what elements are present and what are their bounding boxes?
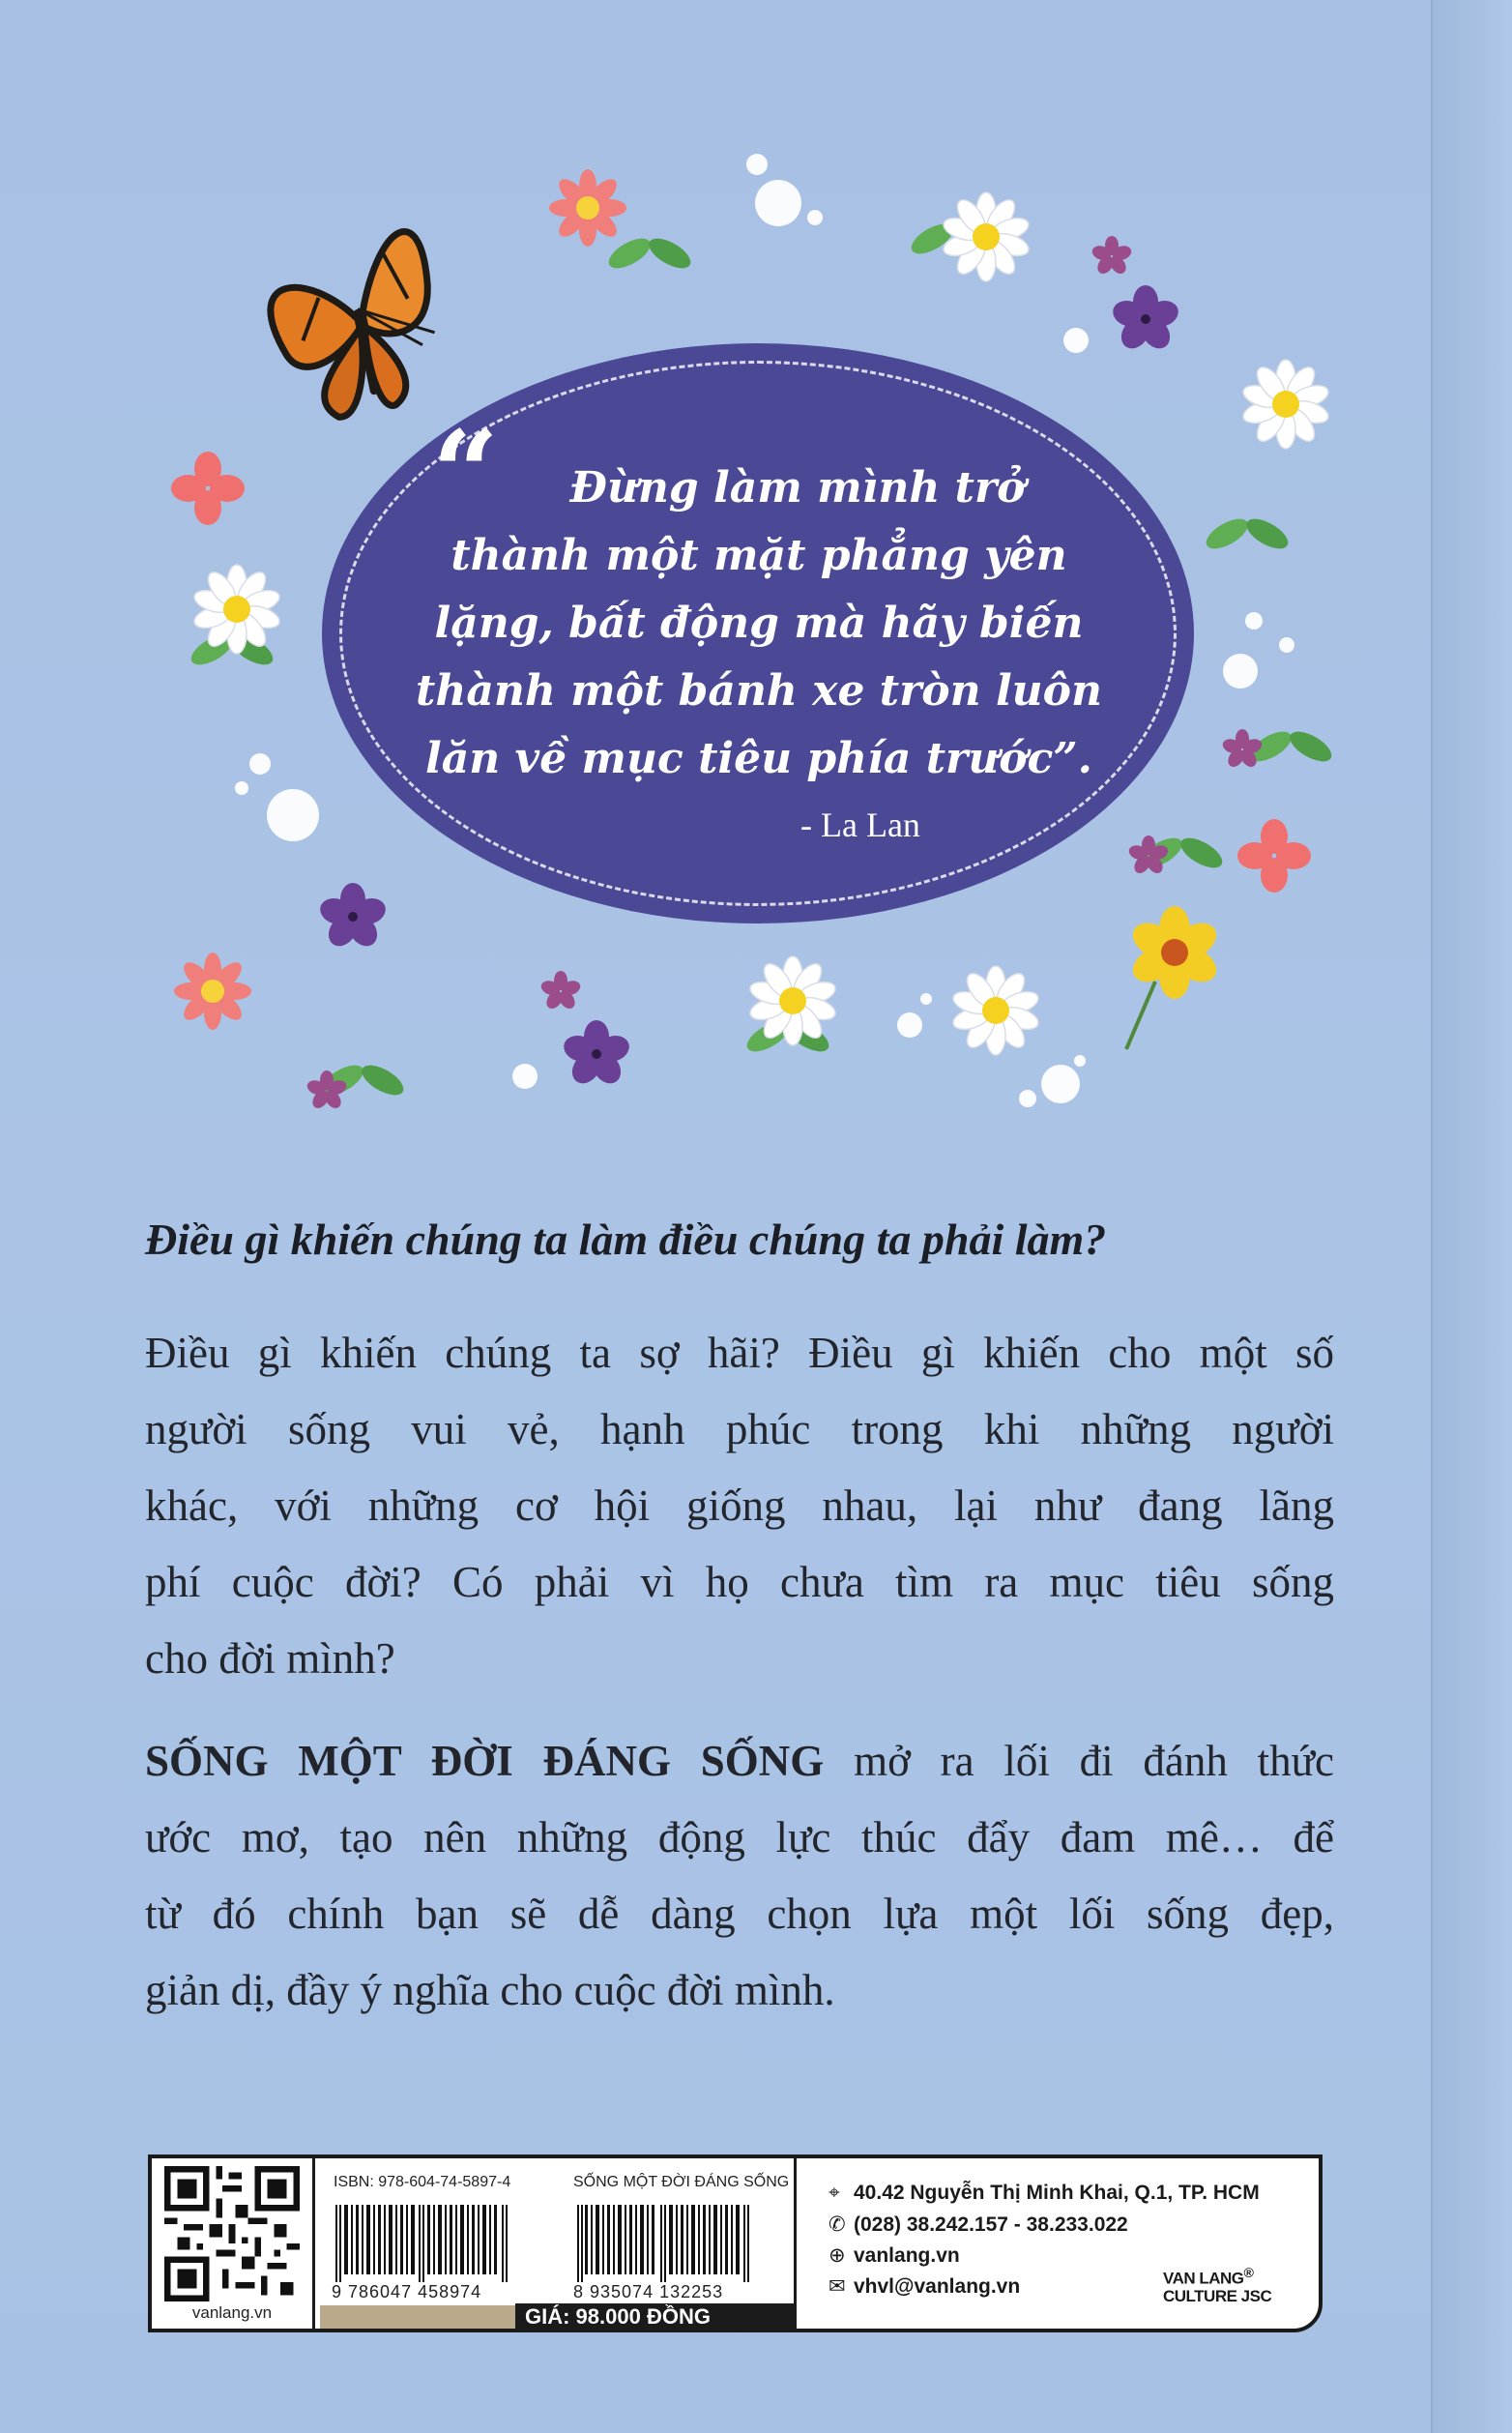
text-line: từ đó chính bạn sẽ dễ dàng chọn lựa một lối sống đẹp, (145, 1890, 1334, 1938)
location-pin-icon: ⌖ (829, 2182, 840, 2204)
quote-author: - La Lan (800, 806, 920, 844)
product-barcode (573, 2205, 776, 2282)
email-text[interactable]: vhvl@vanlang.vn (854, 2275, 1021, 2298)
text-line: ước mơ, tạo nên những động lực thúc đẩy đam mê… để (145, 1813, 1334, 1861)
registered-mark: ® (1243, 2266, 1254, 2281)
email-line[interactable] (829, 2274, 1020, 2299)
phone-text: (028) 38.242.157 - 38.233.022 (854, 2213, 1128, 2236)
isbn-barcode (332, 2205, 535, 2282)
website-text[interactable]: vanlang.vn (854, 2244, 960, 2267)
price-label: GIÁ: 98.000 ĐỒNG (515, 2303, 796, 2330)
quote-line: lặng, bất động mà hãy biến (434, 599, 1084, 648)
publisher-logo (1163, 2265, 1298, 2305)
quote-line: Đừng làm mình trở (569, 463, 1026, 513)
text-line (145, 1723, 1334, 1800)
blurb-heading: Điều gì khiến chúng ta làm điều chúng ta phải làm? (145, 1215, 1107, 1264)
phone-line (829, 2213, 1128, 2237)
quote-line: thành một mặt phẳng yên (451, 531, 1067, 580)
text-line: người sống vui vẻ, hạnh phúc trong khi những người (145, 1405, 1334, 1453)
qr-url[interactable]: vanlang.vn (191, 2303, 273, 2322)
globe-icon: ⊕ (829, 2244, 846, 2267)
product-digits: 8 935074 132253 (573, 2282, 724, 2301)
text-line: Điều gì khiến chúng ta sợ hãi? Điều gì khiến cho một số (145, 1329, 1334, 1377)
text-line: cho đời mình? (145, 1634, 395, 1683)
divider (794, 2158, 797, 2329)
text-line: khác, với những cơ hội giống nhau, lại như đang lãng (145, 1481, 1334, 1530)
quote-text (363, 454, 1155, 793)
phone-icon: ✆ (829, 2213, 846, 2236)
isbn-label: ISBN: 978-604-74-5897-4 (334, 2174, 511, 2190)
divider (312, 2158, 315, 2329)
mail-icon: ✉ (829, 2275, 846, 2298)
address-line (829, 2182, 1260, 2205)
blurb-paragraph-1 (145, 1315, 1334, 1697)
brand-line-1: VAN LANG (1163, 2269, 1244, 2288)
book-title: SỐNG MỘT ĐỜI ĐÁNG SỐNG (145, 1737, 825, 1785)
isbn-digits: 9 786047 458974 (332, 2282, 482, 2301)
text-span: mở ra lối đi đánh thức (824, 1737, 1334, 1785)
qr-code[interactable] (160, 2166, 305, 2301)
publisher-info-bar (148, 2155, 1323, 2332)
address-text: 40.42 Nguyễn Thị Minh Khai, Q.1, TP. HCM (854, 2182, 1260, 2204)
barcode-title-label: SỐNG MỘT ĐỜI ĐÁNG SỐNG (573, 2174, 790, 2190)
quote-line: lăn về mục tiêu phía trước”. (425, 734, 1092, 783)
quote-mark: “ (432, 405, 500, 542)
butterfly (259, 228, 452, 426)
quote-line: thành một bánh xe tròn luôn (416, 666, 1102, 716)
blurb-paragraph-2 (145, 1723, 1334, 2029)
brand-line-2: CULTURE JSC (1163, 2286, 1272, 2305)
website-line[interactable] (829, 2243, 960, 2268)
text-line: phí cuộc đời? Có phải vì họ chưa tìm ra mục tiêu sống (145, 1558, 1334, 1606)
text-line: giản dị, đầy ý nghĩa cho cuộc đời mình. (145, 1966, 835, 2014)
